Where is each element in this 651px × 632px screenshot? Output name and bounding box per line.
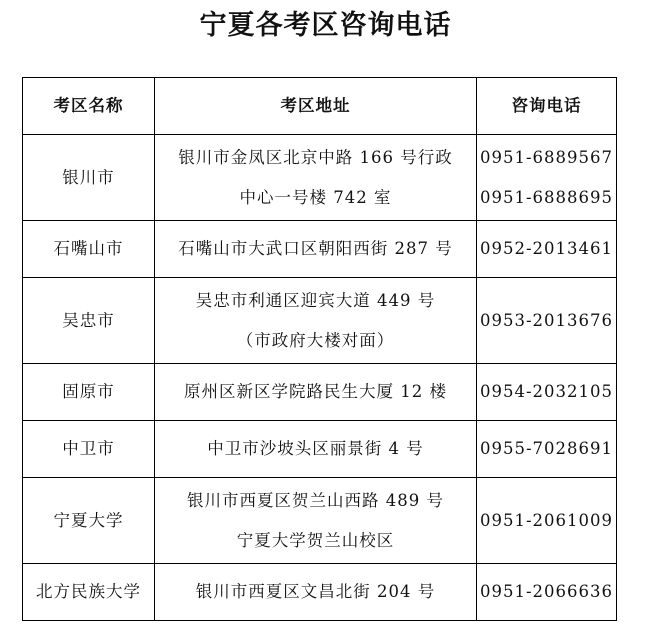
cell-name: 银川市 (23, 135, 155, 221)
cell-name: 石嘴山市 (23, 221, 155, 278)
cell-address (155, 564, 477, 621)
cell-address (155, 221, 477, 278)
cell-name: 吴忠市 (23, 278, 155, 364)
table-header-row (23, 78, 617, 135)
cell-phone (477, 135, 617, 221)
contact-table (22, 77, 617, 621)
table-row (23, 564, 617, 621)
cell-phone (477, 478, 617, 564)
table-row (23, 135, 617, 221)
address-line: 银川市西夏区贺兰山西路 489 号 (187, 490, 444, 510)
address-line: （市政府大楼对面） (236, 330, 395, 350)
address-line: 宁夏大学贺兰山校区 (236, 530, 395, 550)
header-address: 考区地址 (155, 78, 477, 135)
table-row (23, 221, 617, 278)
cell-phone (477, 221, 617, 278)
phone-number: 0951-2061009 (479, 510, 614, 530)
cell-name: 北方民族大学 (23, 564, 155, 621)
table-row (23, 478, 617, 564)
address-line: 中卫市沙坡头区丽景街 4 号 (207, 439, 424, 458)
cell-phone (477, 364, 617, 421)
table-row (23, 278, 617, 364)
address-line: 吴忠市利通区迎宾大道 449 号 (195, 290, 436, 310)
phone-number: 0951-6888695 (479, 187, 614, 207)
cell-name: 中卫市 (23, 421, 155, 478)
cell-address (155, 421, 477, 478)
header-phone: 咨询电话 (477, 78, 617, 135)
page-title: 宁夏各考区咨询电话 (199, 10, 452, 41)
phone-number: 0951-2066636 (479, 582, 614, 601)
address-line: 银川市金凤区北京中路 166 号行政 (178, 147, 453, 167)
header-name: 考区名称 (23, 78, 155, 135)
cell-phone (477, 421, 617, 478)
phone-number: 0952-2013461 (479, 239, 614, 258)
cell-address (155, 135, 477, 221)
address-line: 银川市西夏区文昌北街 204 号 (195, 582, 436, 601)
cell-address (155, 478, 477, 564)
address-line: 中心一号楼 742 室 (239, 187, 392, 207)
cell-address (155, 364, 477, 421)
phone-number: 0951-6889567 (479, 147, 614, 167)
address-line: 原州区新区学院路民生大厦 12 楼 (184, 382, 447, 401)
cell-name: 固原市 (23, 364, 155, 421)
table-row (23, 364, 617, 421)
phone-number: 0953-2013676 (479, 310, 614, 330)
cell-phone (477, 564, 617, 621)
phone-number: 0954-2032105 (479, 382, 614, 401)
cell-phone (477, 278, 617, 364)
table-row (23, 421, 617, 478)
cell-name: 宁夏大学 (23, 478, 155, 564)
address-line: 石嘴山市大武口区朝阳西街 287 号 (178, 239, 453, 258)
phone-number: 0955-7028691 (479, 439, 614, 458)
cell-address (155, 278, 477, 364)
